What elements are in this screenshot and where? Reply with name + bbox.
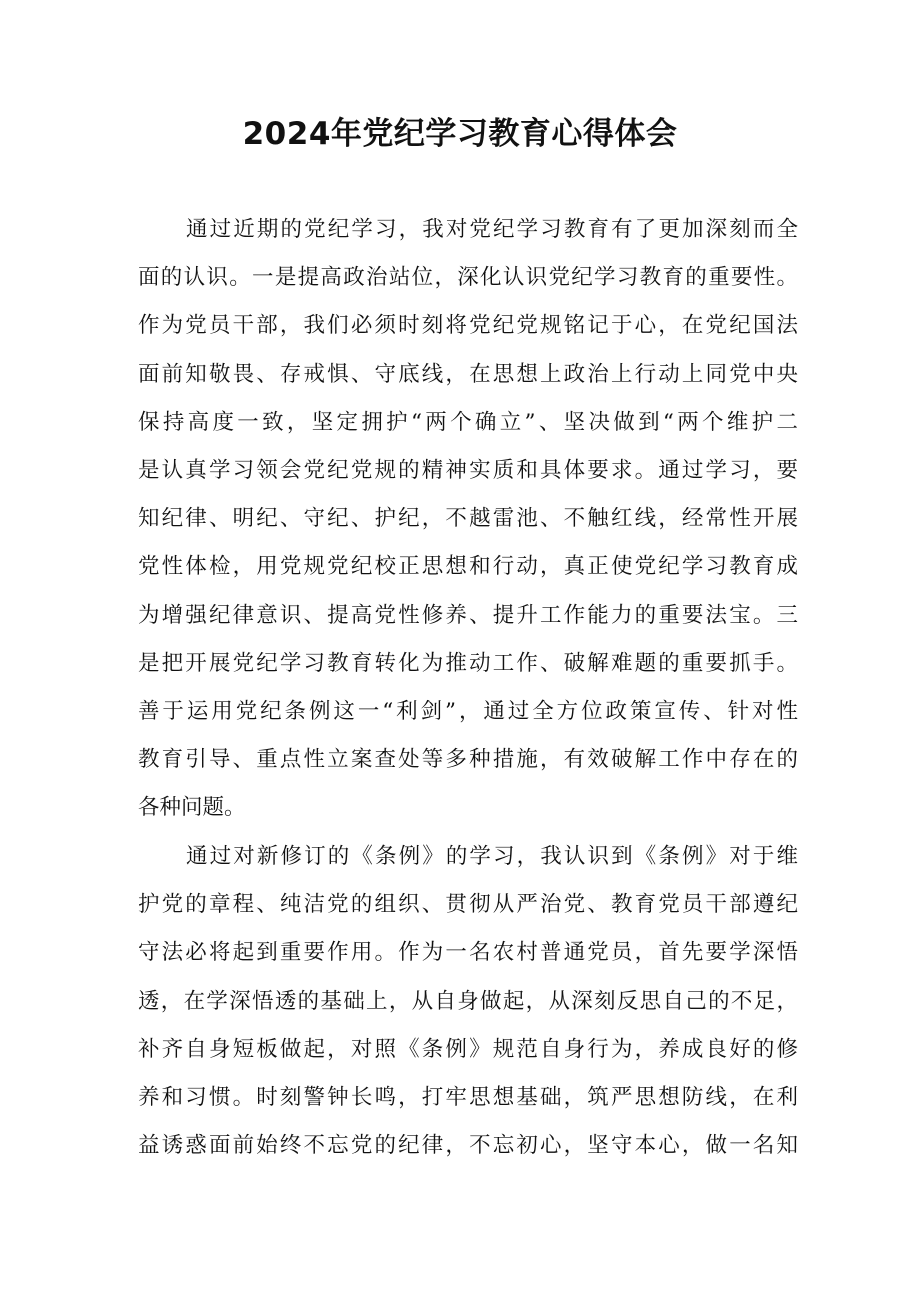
text-line: 各种问题。	[138, 795, 246, 821]
text-line: 养和习惯。时刻警钟长鸣，打牢思想基础，筑严思想防线，在利	[138, 1084, 798, 1110]
text-line: 守法必将起到重要作用。作为一名农村普通党员，首先要学深悟	[138, 940, 798, 966]
text-line: 知纪律、明纪、守纪、护纪，不越雷池、不触红线，经常性开展	[138, 506, 798, 532]
paragraph-1	[138, 206, 798, 832]
text-line: 是认真学习领会党纪党规的精神实质和具体要求。通过学习，要	[138, 457, 798, 483]
text-line: 善于运用党纪条例这一“利剑”，通过全方位政策宣传、针对性	[138, 698, 798, 724]
text-line: 通过对新修订的《条例》的学习，我认识到《条例》对于维	[186, 844, 798, 869]
text-line: 透，在学深悟透的基础上，从自身做起，从深刻反思自己的不足，	[138, 988, 798, 1014]
text-line: 面的认识。一是提高政治站位，深化认识党纪学习教育的重要性。	[138, 265, 798, 291]
text-line: 是把开展党纪学习教育转化为推动工作、破解难题的重要抓手。	[138, 650, 798, 676]
text-line: 面前知敬畏、存戒惧、守底线，在思想上政治上行动上同党中央	[138, 361, 798, 387]
text-line: 作为党员干部，我们必须时刻将党纪党规铭记于心，在党纪国法	[138, 313, 798, 339]
text-line: 保持高度一致，坚定拥护“两个确立”、坚决做到“两个维护二	[138, 409, 798, 435]
document-title: 2024年党纪学习教育心得体会	[242, 116, 678, 152]
paragraph-2	[138, 833, 798, 1170]
text-line: 益诱惑面前始终不忘党的纪律，不忘初心，坚守本心，做一名知	[138, 1133, 798, 1159]
text-line: 党性体检，用党规党纪校正思想和行动，真正使党纪学习教育成	[138, 554, 798, 580]
text-line: 通过近期的党纪学习，我对党纪学习教育有了更加深刻而全	[186, 217, 798, 242]
text-line: 护党的章程、纯洁党的组织、贯彻从严治党、教育党员干部遵纪	[138, 892, 798, 918]
text-line: 补齐自身短板做起，对照《条例》规范自身行为，养成良好的修	[138, 1036, 798, 1062]
text-line: 教育引导、重点性立案查处等多种措施，有效破解工作中存在的	[138, 747, 798, 773]
text-line: 为增强纪律意识、提高党性修养、提升工作能力的重要法宝。三	[138, 602, 798, 628]
